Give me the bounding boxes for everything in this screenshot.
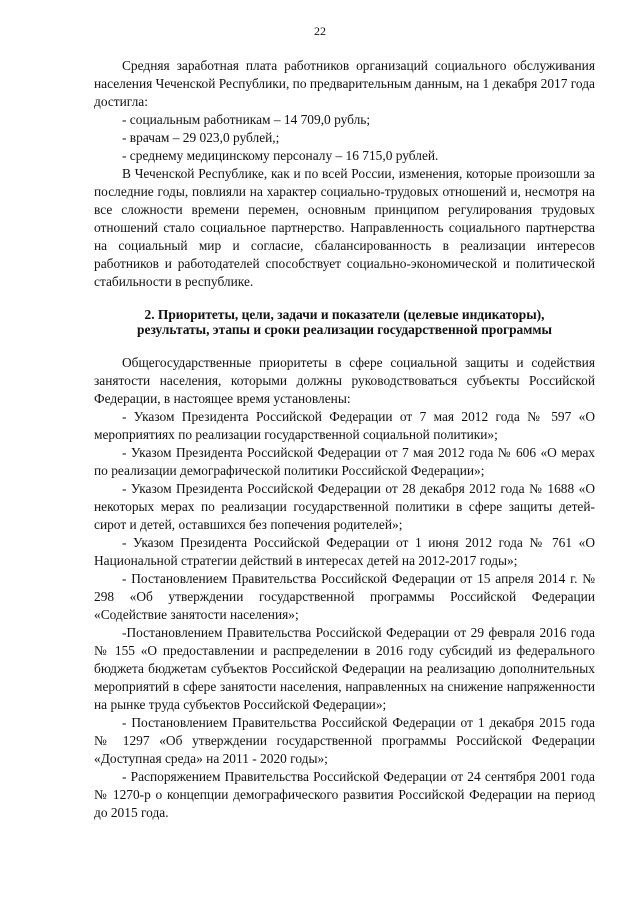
legal-act-item: - Указом Президента Российской Федерации от 28 декабря 2012 года № 1688 «О некоторых мерах по реализации государственной политики в сфере защиты детей-сирот и детей, оставшихся без попечения родителей»; [94,481,595,532]
legal-act-item: - Постановлением Правительства Российской Федерации от 1 декабря 2015 года № 1297 «Об утверждении государственной программы Российской Федерации «Доступная среда» на 2011 - 2020 годы»; [94,715,595,766]
legal-act-item: - Указом Президента Российской Федерации от 1 июня 2012 года № 761 «О Национальной стратегии действий в интересах детей на 2012-2017 годы»; [94,535,595,568]
page-content [94,57,595,822]
salary-item: - социальным работникам – 14 709,0 рубль; [122,112,371,127]
legal-act-item: - Указом Президента Российской Федерации от 7 мая 2012 года № 606 «О мерах по реализации демографической политики Российской Федерации»; [94,445,595,478]
salary-item: - среднему медицинскому персоналу – 16 715,0 рублей. [122,148,439,163]
legal-act-item: - Распоряжением Правительства Российской Федерации от 24 сентября 2001 года № 1270-р о концепции демографического развития Российской Федерации на период до 2015 года. [94,769,595,820]
section-heading-line: 2. Приоритеты, цели, задачи и показатели (целевые индикаторы), [144,307,545,322]
page-number: 22 [314,24,326,38]
section-heading [94,307,595,337]
social-partnership-paragraph: В Чеченской Республике, как и по всей России, изменения, которые произошли за последние годы, повлияли на характер социально-трудовых отношений и, несмотря на все сложности времени перемен, основным принципом регулирования трудовых отношений стало социальное партнерство. Направленность социального партнерства на социальный мир и согласие, сбалансированность в реализации интересов работников и работодателей способствует социально-экономической и политической стабильности в республике. [94,166,595,289]
intro-paragraph: Средняя заработная плата работников организаций социального обслуживания населения Чеченской Республики, по предварительным данным, на 1 декабря 2017 года достигла: [94,58,595,109]
legal-act-item: - Постановлением Правительства Российской Федерации от 15 апреля 2014 г. № 298 «Об утверждении государственной программы Российской Федерации «Содействие занятости населения»; [94,571,595,622]
legal-act-item: -Постановлением Правительства Российской Федерации от 29 февраля 2016 года № 155 «О предоставлении и распределении в 2016 году субсидий из федерального бюджета бюджетам субъектов Российской Федерации на реализацию дополнительных мероприятий в сфере занятости населения, направленных на снижение напряженности на рынке труда субъектов Российской Федерации»; [94,625,595,712]
priorities-paragraph: Общегосударственные приоритеты в сфере социальной защиты и содействия занятости населения, которыми должны руководствоваться субъекты Российской Федерации, в настоящее время установлены: [94,355,595,406]
salary-item: - врачам – 29 023,0 рублей,; [122,130,280,145]
legal-act-item: - Указом Президента Российской Федерации от 7 мая 2012 года № 597 «О мероприятиях по реализации государственной социальной политики»; [94,409,595,442]
section-heading-line: результаты, этапы и сроки реализации государственной программы [137,322,552,337]
